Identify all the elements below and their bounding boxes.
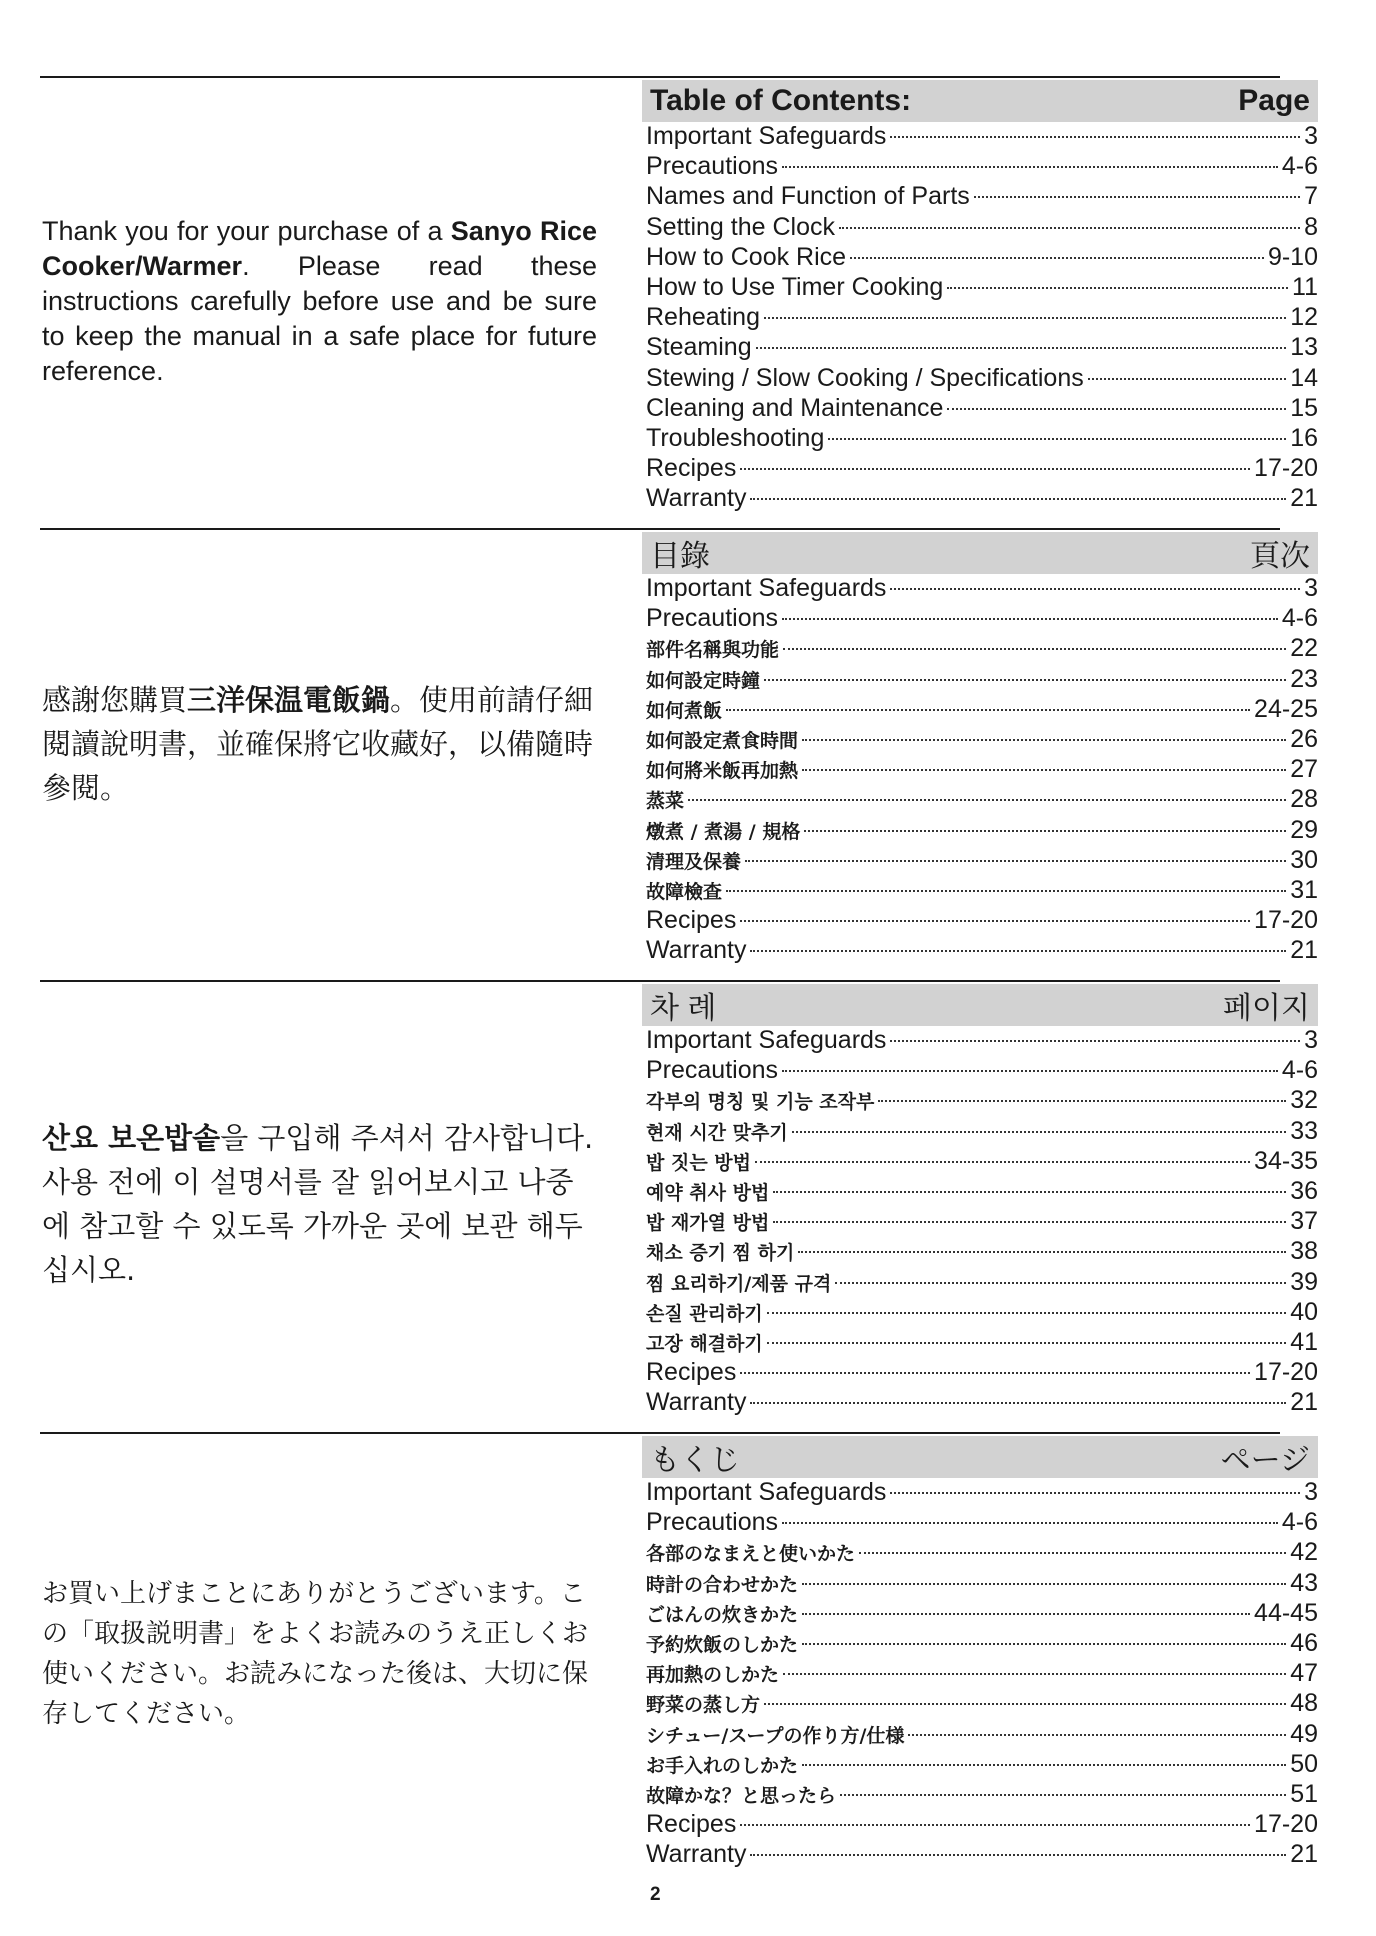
toc-row	[642, 816, 1318, 846]
dot-leader	[947, 408, 1286, 410]
toc-entry-title: 현재 시간 맞추기	[646, 1121, 788, 1144]
intro-text-part: . Please read these instructions carefully before use and be sure to keep the manual in a safe place for future reference.	[42, 251, 597, 386]
toc-row	[642, 1177, 1318, 1207]
toc-entry-page: 51	[1290, 1779, 1318, 1808]
toc-entry-title: Reheating	[646, 303, 760, 332]
dot-leader	[740, 1372, 1250, 1374]
toc-entry-page: 31	[1290, 875, 1318, 904]
dot-leader	[767, 1312, 1286, 1314]
toc-entry-title: Precautions	[646, 604, 779, 633]
toc-row	[642, 695, 1318, 725]
toc-row	[642, 876, 1318, 906]
toc-row	[642, 1659, 1318, 1689]
toc-row	[642, 1207, 1318, 1237]
dot-leader	[908, 1734, 1286, 1736]
dot-leader	[773, 1191, 1286, 1193]
toc-entry-page: 17-20	[1254, 1358, 1318, 1387]
toc-entry-page: 13	[1290, 333, 1318, 362]
toc-row	[642, 665, 1318, 695]
toc-entry-page: 30	[1290, 845, 1318, 874]
toc-entry-title: Precautions	[646, 1056, 779, 1085]
toc-entry-page: 28	[1290, 785, 1318, 814]
toc-header	[642, 1436, 1318, 1478]
toc-rows	[642, 1026, 1318, 1418]
toc-row	[642, 484, 1318, 514]
toc-row	[642, 785, 1318, 815]
toc-row	[642, 1720, 1318, 1750]
dot-leader	[890, 1492, 1300, 1494]
toc-entry-page: 17-20	[1254, 1810, 1318, 1839]
toc-entry-page: 49	[1290, 1719, 1318, 1748]
toc-row	[642, 122, 1318, 152]
dot-leader	[828, 438, 1286, 440]
toc-entry-page: 21	[1290, 484, 1318, 513]
dot-leader	[839, 227, 1300, 229]
toc-entry-page: 21	[1290, 1840, 1318, 1869]
toc-row	[642, 1086, 1318, 1116]
toc-entry-page: 8	[1304, 212, 1318, 241]
toc-entry-page: 9-10	[1267, 242, 1318, 271]
toc-entry-title: 밥 짓는 방법	[646, 1151, 751, 1174]
toc-page-label: 페이지	[1223, 992, 1310, 1025]
dot-leader	[850, 257, 1264, 259]
table-of-contents	[642, 1436, 1318, 1870]
toc-entry-title: 故障かな？と思ったら	[646, 1784, 837, 1807]
dot-leader	[802, 1643, 1286, 1645]
toc-row	[642, 1840, 1318, 1870]
toc-row	[642, 333, 1318, 363]
toc-entry-page: 3	[1304, 1026, 1318, 1054]
toc-entry-title: 손질 관리하기	[646, 1302, 763, 1325]
section-japanese	[40, 1432, 1318, 1886]
toc-entry-title: Recipes	[646, 454, 737, 483]
section-chinese	[40, 528, 1318, 982]
table-of-contents	[642, 532, 1318, 966]
dot-leader	[782, 1070, 1278, 1072]
toc-entry-title: Recipes	[646, 906, 737, 935]
dot-leader	[688, 799, 1286, 801]
toc-row	[642, 1569, 1318, 1599]
dot-leader	[740, 1824, 1250, 1826]
toc-entry-title: Recipes	[646, 1810, 737, 1839]
toc-entry-page: 23	[1290, 664, 1318, 693]
dot-leader	[792, 1131, 1286, 1133]
toc-row	[642, 424, 1318, 454]
toc-entry-title: 예약 취사 방법	[646, 1181, 770, 1204]
toc-title: もくじ	[650, 1444, 740, 1477]
dot-leader	[890, 588, 1300, 590]
toc-entry-page: 34-35	[1254, 1146, 1318, 1175]
toc-entry-title: Names and Function of Parts	[646, 182, 970, 211]
dot-leader	[782, 1522, 1278, 1524]
dot-leader	[773, 1221, 1286, 1223]
toc-entry-title: 蒸菜	[646, 790, 685, 813]
toc-entry-page: 44-45	[1254, 1598, 1318, 1627]
toc-entry-title: Important Safeguards	[646, 1478, 887, 1506]
toc-header	[642, 532, 1318, 574]
dot-leader	[840, 1794, 1286, 1796]
toc-entry-page: 24-25	[1254, 694, 1318, 723]
dot-leader	[802, 1583, 1286, 1585]
section-english	[40, 76, 1318, 530]
dot-leader	[726, 709, 1250, 711]
dot-leader	[740, 468, 1250, 470]
toc-entry-title: お手入れのしかた	[646, 1754, 799, 1777]
toc-row	[642, 303, 1318, 333]
intro-product-name: 三洋保温電飯鍋	[187, 683, 391, 717]
toc-row	[642, 1388, 1318, 1418]
toc-page-label: ページ	[1220, 1444, 1310, 1477]
toc-rows	[642, 1478, 1318, 1870]
toc-entry-title: ごはんの炊きかた	[646, 1603, 799, 1626]
toc-entry-title: Cleaning and Maintenance	[646, 393, 944, 422]
toc-row	[642, 1508, 1318, 1538]
toc-row	[642, 574, 1318, 604]
toc-entry-title: Precautions	[646, 152, 779, 181]
toc-entry-page: 3	[1304, 122, 1318, 150]
toc-entry-page: 4-6	[1281, 1056, 1318, 1085]
toc-header	[642, 80, 1318, 122]
toc-row	[642, 273, 1318, 303]
toc-entry-page: 37	[1290, 1207, 1318, 1236]
dot-leader	[890, 136, 1300, 138]
toc-entry-title: Recipes	[646, 1358, 737, 1387]
toc-entry-page: 50	[1290, 1749, 1318, 1778]
toc-entry-title: 野菜の蒸し方	[646, 1694, 761, 1717]
toc-entry-title: Warranty	[646, 1840, 747, 1869]
toc-row	[642, 1056, 1318, 1086]
toc-entry-page: 3	[1304, 1478, 1318, 1506]
intro-product-name: 산요 보온밥솥	[42, 1121, 221, 1155]
toc-entry-title: 如何設定時鐘	[646, 669, 761, 692]
toc-entry-title: 再加熱のしかた	[646, 1664, 780, 1687]
toc-entry-page: 27	[1290, 755, 1318, 784]
toc-title: 目錄	[650, 540, 710, 573]
toc-entry-page: 15	[1290, 393, 1318, 422]
page-number: 2	[650, 1884, 661, 1905]
toc-entry-page: 16	[1290, 423, 1318, 452]
toc-entry-page: 41	[1290, 1327, 1318, 1356]
toc-entry-title: 밥 재가열 방법	[646, 1212, 770, 1235]
toc-page-label: Page	[1238, 84, 1310, 117]
intro-text	[42, 1116, 597, 1292]
toc-row	[642, 1328, 1318, 1358]
toc-entry-title: Setting the Clock	[646, 212, 835, 241]
dot-leader	[756, 347, 1287, 349]
dot-leader	[974, 196, 1300, 198]
toc-entry-page: 32	[1290, 1086, 1318, 1115]
toc-entry-page: 4-6	[1281, 604, 1318, 633]
toc-row	[642, 846, 1318, 876]
toc-row	[642, 906, 1318, 936]
toc-entry-page: 4-6	[1281, 1508, 1318, 1537]
dot-leader	[755, 1161, 1250, 1163]
toc-title: Table of Contents:	[650, 84, 912, 117]
toc-entry-title: Steaming	[646, 333, 752, 362]
toc-row	[642, 1117, 1318, 1147]
dot-leader	[859, 1552, 1286, 1554]
toc-row	[642, 454, 1318, 484]
toc-entry-page: 3	[1304, 574, 1318, 602]
intro-text	[42, 214, 597, 389]
toc-entry-title: How to Cook Rice	[646, 242, 847, 271]
dot-leader	[783, 1673, 1286, 1675]
dot-leader	[798, 1251, 1286, 1253]
toc-entry-page: 47	[1290, 1659, 1318, 1688]
dot-leader	[802, 1613, 1250, 1615]
toc-entry-title: 清理及保養	[646, 850, 742, 873]
toc-entry-title: Important Safeguards	[646, 1026, 887, 1054]
toc-row	[642, 1599, 1318, 1629]
toc-row	[642, 1147, 1318, 1177]
toc-title: 차 례	[650, 992, 717, 1025]
dot-leader	[750, 950, 1286, 952]
toc-entry-title: Warranty	[646, 936, 747, 965]
toc-entry-page: 11	[1292, 272, 1318, 301]
toc-row	[642, 755, 1318, 785]
toc-entry-title: Warranty	[646, 484, 747, 513]
toc-rows	[642, 122, 1318, 514]
toc-row	[642, 364, 1318, 394]
toc-page-label: 頁次	[1250, 540, 1310, 573]
toc-entry-title: 故障檢查	[646, 880, 723, 903]
toc-row	[642, 936, 1318, 966]
toc-entry-title: 時計の合わせかた	[646, 1573, 799, 1596]
dot-leader	[782, 618, 1278, 620]
toc-entry-page: 17-20	[1254, 906, 1318, 935]
intro-text-part: 感謝您購買	[42, 683, 188, 717]
dot-leader	[782, 166, 1278, 168]
toc-entry-title: 各部のなまえと使いかた	[646, 1543, 856, 1566]
toc-entry-page: 43	[1290, 1568, 1318, 1597]
dot-leader	[1088, 378, 1286, 380]
dot-leader	[802, 1764, 1286, 1766]
toc-entry-page: 48	[1290, 1689, 1318, 1718]
toc-entry-title: Precautions	[646, 1508, 779, 1537]
toc-entry-page: 26	[1290, 724, 1318, 753]
toc-entry-title: Troubleshooting	[646, 423, 825, 452]
toc-row	[642, 1478, 1318, 1508]
dot-leader	[764, 679, 1286, 681]
intro-text	[42, 678, 597, 810]
toc-row	[642, 1750, 1318, 1780]
toc-entry-page: 36	[1290, 1176, 1318, 1205]
toc-entry-title: 部件名稱與功能	[646, 639, 780, 662]
toc-row	[642, 1689, 1318, 1719]
toc-entry-page: 7	[1304, 182, 1318, 211]
table-of-contents	[642, 984, 1318, 1418]
dot-leader	[835, 1282, 1286, 1284]
toc-row	[642, 243, 1318, 273]
toc-entry-page: 42	[1290, 1538, 1318, 1567]
toc-row	[642, 604, 1318, 634]
toc-row	[642, 1026, 1318, 1056]
toc-entry-title: 각부의 명칭 및 기능 조작부	[646, 1091, 875, 1114]
toc-entry-title: 찜 요리하기/제품 규격	[646, 1272, 832, 1295]
intro-text-part: Thank you for your purchase of a	[42, 216, 451, 246]
toc-row	[642, 634, 1318, 664]
dot-leader	[750, 1402, 1286, 1404]
toc-row	[642, 213, 1318, 243]
toc-entry-page: 21	[1290, 1388, 1318, 1417]
toc-rows	[642, 574, 1318, 966]
section-korean	[40, 980, 1318, 1434]
toc-entry-page: 4-6	[1281, 152, 1318, 181]
toc-row	[642, 1629, 1318, 1659]
toc-row	[642, 1358, 1318, 1388]
toc-row	[642, 1268, 1318, 1298]
dot-leader	[740, 920, 1250, 922]
dot-leader	[750, 1854, 1286, 1856]
toc-entry-page: 39	[1290, 1267, 1318, 1296]
toc-row	[642, 394, 1318, 424]
toc-entry-title: シチュー/スープの作り方/仕様	[646, 1724, 905, 1747]
toc-entry-title: Important Safeguards	[646, 122, 887, 150]
toc-entry-page: 38	[1290, 1237, 1318, 1266]
toc-row	[642, 1237, 1318, 1267]
dot-leader	[947, 287, 1288, 289]
dot-leader	[878, 1100, 1286, 1102]
toc-row	[642, 152, 1318, 182]
toc-entry-title: Warranty	[646, 1388, 747, 1417]
intro-text-part: 을 구입해 주셔서 감사합니다. 사용 전에 이 설명서를 잘 읽어보시고 나중에 참고할 수 있도록 가까운 곳에 보관 해두십시오.	[42, 1121, 594, 1287]
toc-entry-title: 予約炊飯のしかた	[646, 1633, 799, 1656]
toc-entry-title: Important Safeguards	[646, 574, 887, 602]
toc-row	[642, 1810, 1318, 1840]
dot-leader	[764, 1703, 1286, 1705]
toc-row	[642, 725, 1318, 755]
dot-leader	[767, 1342, 1286, 1344]
toc-entry-page: 21	[1290, 936, 1318, 965]
toc-entry-page: 14	[1290, 363, 1318, 392]
dot-leader	[745, 860, 1286, 862]
toc-row	[642, 1538, 1318, 1568]
dot-leader	[804, 830, 1286, 832]
toc-header	[642, 984, 1318, 1026]
toc-entry-title: Stewing / Slow Cooking / Specifications	[646, 363, 1084, 392]
toc-row	[642, 1780, 1318, 1810]
toc-entry-page: 40	[1290, 1297, 1318, 1326]
dot-leader	[726, 890, 1286, 892]
toc-entry-page: 22	[1290, 634, 1318, 663]
toc-entry-page: 17-20	[1254, 454, 1318, 483]
toc-entry-title: 如何煮飯	[646, 699, 723, 722]
table-of-contents	[642, 80, 1318, 514]
toc-row	[642, 182, 1318, 212]
intro-text-part: 。使用前請仔細閱讀說明書，並確保將它收藏好，以備隨時參閱。	[42, 683, 594, 805]
intro-text	[42, 1574, 597, 1734]
toc-entry-title: 如何將米飯再加熱	[646, 760, 799, 783]
toc-entry-title: 燉煮 / 煮湯 / 規格	[646, 820, 801, 843]
intro-product-name: Sanyo Rice Cooker/Warmer	[42, 216, 597, 281]
dot-leader	[802, 739, 1286, 741]
toc-row	[642, 1298, 1318, 1328]
toc-entry-title: How to Use Timer Cooking	[646, 272, 944, 301]
toc-entry-page: 29	[1290, 815, 1318, 844]
dot-leader	[890, 1040, 1300, 1042]
toc-entry-title: 如何設定煮食時間	[646, 729, 799, 752]
toc-entry-page: 46	[1290, 1628, 1318, 1657]
toc-entry-title: 채소 증기 찜 하기	[646, 1242, 795, 1265]
toc-entry-title: 고장 해결하기	[646, 1332, 763, 1355]
dot-leader	[750, 498, 1286, 500]
toc-entry-page: 12	[1290, 303, 1318, 332]
intro-text-part: お買い上げまことにありがとうございます。この「取扱説明書」をよくお読みのうえ正しくお使いください。お読みになった後は、大切に保存してください。	[42, 1579, 589, 1729]
dot-leader	[764, 317, 1286, 319]
dot-leader	[783, 648, 1286, 650]
dot-leader	[802, 769, 1286, 771]
toc-entry-page: 33	[1290, 1116, 1318, 1145]
